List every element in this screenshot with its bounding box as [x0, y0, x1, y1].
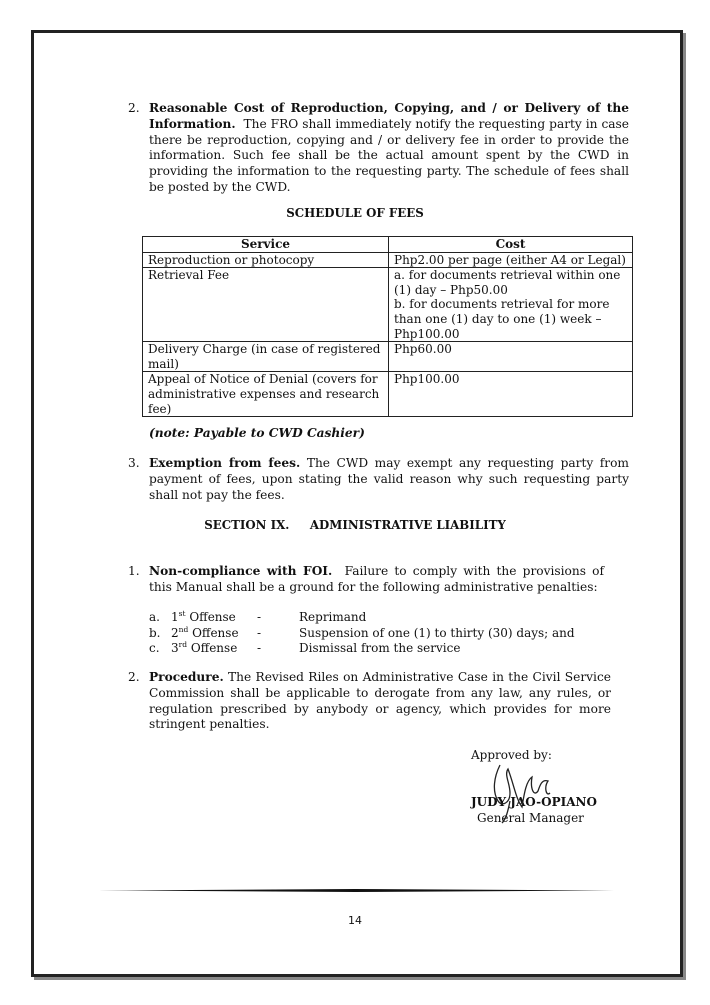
payment-note: (note: Payable to CWD Cashier)	[149, 426, 365, 440]
page-number: 14	[348, 914, 362, 927]
header-cost: Cost	[389, 237, 633, 253]
item-number: 3.	[128, 456, 140, 470]
penalty-text: Reprimand	[299, 610, 367, 624]
table-row	[143, 268, 633, 342]
item-title: Procedure.	[149, 670, 224, 684]
procedure-item	[128, 670, 611, 733]
offense-label: 2nd Offense	[171, 625, 239, 640]
noncompliance-item	[128, 564, 605, 596]
footer-rule	[97, 889, 614, 892]
table-row	[143, 252, 633, 268]
item-number: 2.	[128, 670, 140, 684]
signatory-position: General Manager	[477, 811, 584, 825]
penalty-text: Suspension of one (1) to thirty (30) days; and	[299, 626, 575, 640]
section-heading	[0, 518, 710, 534]
approved-by-label: Approved by:	[471, 748, 552, 762]
item-title: Reasonable Cost of Reproduction, Copying, and / or Delivery of the Information	[149, 101, 629, 131]
penalty-dash: -	[257, 610, 262, 624]
section-label: SECTION IX.	[204, 518, 290, 532]
offense-label: 1st Offense	[171, 609, 236, 624]
penalty-letter: a.	[149, 610, 160, 624]
penalty-letter: b.	[149, 626, 161, 640]
fee-table	[142, 236, 633, 417]
service-cell: Retrieval Fee	[143, 268, 389, 342]
offense-label: 3rd Offense	[171, 640, 238, 655]
item-body: The FRO shall immediately notify the requesting party in case there be reproduction, copying and / or delivery fee in order to provide the information. Such fee shall be the actual amount spent by the CWD in providing the information to the requesting party. The schedule of fees shall be posted by the CWD.	[149, 116, 630, 194]
cost-cell: Php100.00	[389, 372, 633, 417]
service-cell: Appeal of Notice of Denial (covers for administrative expenses and research fee)	[143, 372, 389, 417]
item-title: Exemption from fees.	[149, 456, 301, 470]
handwritten-signature	[480, 757, 570, 827]
exemption-item	[128, 456, 629, 503]
section-title: ADMINISTRATIVE LIABILITY	[309, 518, 506, 532]
item-title: Non-compliance with FOI.	[149, 564, 333, 578]
cost-cell: Php60.00	[389, 342, 633, 372]
schedule-title: SCHEDULE OF FEES	[286, 206, 424, 220]
table-header-row	[143, 237, 633, 253]
service-cell: Delivery Charge (in case of registered mail)	[143, 342, 389, 372]
penalty-text: Dismissal from the service	[299, 641, 461, 655]
cost-line: a. for documents retrieval within one (1) day – Php50.00	[394, 268, 621, 297]
cost-cell: Php2.00 per page (either A4 or Legal)	[389, 252, 633, 268]
cost-cell	[389, 268, 633, 342]
item-body: Failure to comply with the provisions of this Manual shall be a ground for the following administrative penalties:	[149, 564, 605, 594]
item-number: 2.	[128, 101, 140, 115]
penalty-dash: -	[257, 641, 262, 655]
signatory-name: JUDY JAO-OPIANO	[471, 795, 597, 809]
table-row	[143, 342, 633, 372]
item-number: 1.	[128, 564, 140, 578]
item-body: The Revised Riles on Administrative Case in the Civil Service Commission shall be applicable to derogate from any law, any rules, or regulation prescribed by anybody or agency, which provides for more stringent penalties.	[149, 670, 611, 732]
item-body: The CWD may exempt any requesting party from payment of fees, upon stating the valid reason why such requesting party shall not pay the fees.	[149, 456, 629, 502]
penalty-dash: -	[257, 626, 262, 640]
service-cell: Reproduction or photocopy	[143, 252, 389, 268]
penalty-letter: c.	[149, 641, 160, 655]
fee-item: 2. Reasonable Cost of Reproduction, Copying, and / or Delivery of the Information. The FRO shall immediately notify the requesting party in case there be reproduction, copying and / or delivery fee in order to provide the information. Such fee shall be the actual amount spent by the CWD in providing the information to the requesting party. The schedule of fees shall be posted by the CWD.	[128, 101, 630, 194]
header-service: Service	[143, 237, 389, 253]
table-row	[143, 372, 633, 417]
cost-line: b. for documents retrieval for more than one (1) day to one (1) week – Php100.00	[394, 297, 610, 341]
